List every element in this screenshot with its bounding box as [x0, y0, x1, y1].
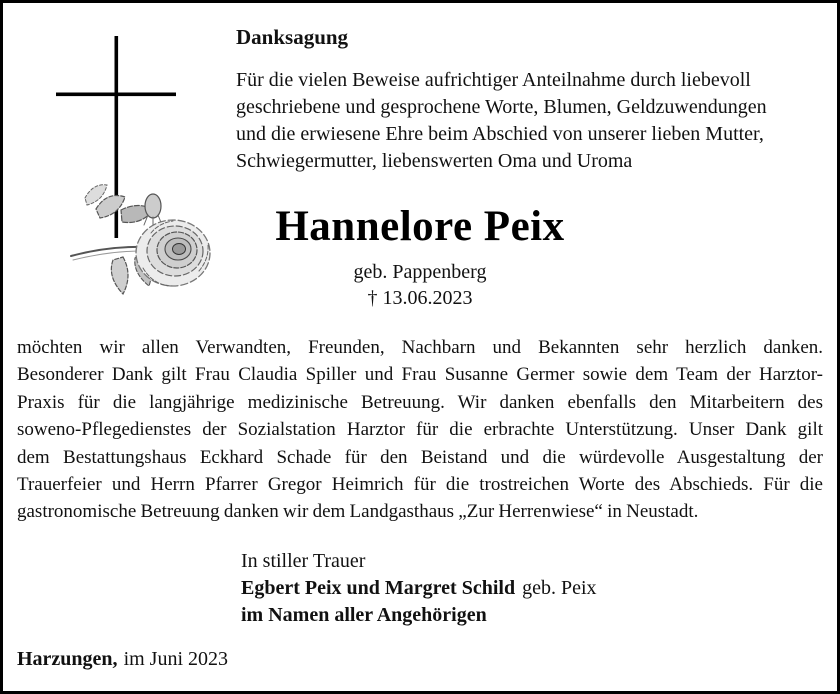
- intro-paragraph: [236, 67, 826, 175]
- death-date: † 13.06.2023: [367, 287, 473, 309]
- signatory-name-suffix: geb. Peix: [522, 577, 597, 599]
- body-paragraph: [17, 334, 823, 526]
- family-line: im Namen aller Angehörigen: [241, 604, 487, 626]
- date: im Juni 2023: [123, 648, 229, 670]
- intro-line: geschriebene und gesprochene Worte, Blumen, Geldzuwendungen: [236, 96, 767, 118]
- notice-title: Danksagung: [236, 25, 349, 49]
- place: Harzungen,: [17, 648, 118, 670]
- deceased-block: [3, 203, 837, 311]
- closing-opener: In stiller Trauer: [241, 550, 366, 572]
- body-line: Trauerfeier und Herrn Pfarrer Gregor Heimrich für die trostreichen Worte des Abschieds. Für die: [17, 473, 823, 495]
- closing-block: [241, 548, 597, 629]
- body-line: möchten wir allen Verwandten, Freunden, Nachbarn und Bekannten sehr herzlich danken.: [17, 337, 823, 358]
- deceased-name: Hannelore Peix: [275, 203, 565, 250]
- intro-line: Schwiegermutter, liebenswerten Oma und Uroma: [236, 150, 633, 172]
- body-line: soweno-Pflegedienstes der Sozialstation Harztor für die erbrachte Unterstützung. Unser Dank gilt: [17, 419, 823, 441]
- body-line: Besonderer Dank gilt Frau Claudia Spiller und Frau Susanne Germer sowie dem Team der Harztor-: [17, 364, 823, 386]
- maiden-name: geb. Pappenberg: [353, 261, 487, 283]
- place-date-line: [17, 646, 228, 672]
- signatories: [241, 575, 597, 602]
- intro-line: und die erwiesene Ehre beim Abschied von unserer lieben Mutter,: [236, 123, 764, 145]
- body-line: gastronomische Betreuung danken wir dem Landgasthaus „Zur Herrenwiese“ in Neustadt.: [17, 501, 699, 523]
- body-line: dem Bestattungshaus Eckhard Schade für den Beistand und die würdevolle Ausgestaltung der: [17, 446, 823, 468]
- intro-line: Für die vielen Beweise aufrichtiger Anteilnahme durch liebevoll: [236, 69, 751, 91]
- body-line: Praxis für die langjährige medizinische Betreuung. Wir danken ebenfalls den Mitarbeitern des: [17, 391, 823, 413]
- signatory-names: Egbert Peix und Margret Schild: [241, 577, 516, 599]
